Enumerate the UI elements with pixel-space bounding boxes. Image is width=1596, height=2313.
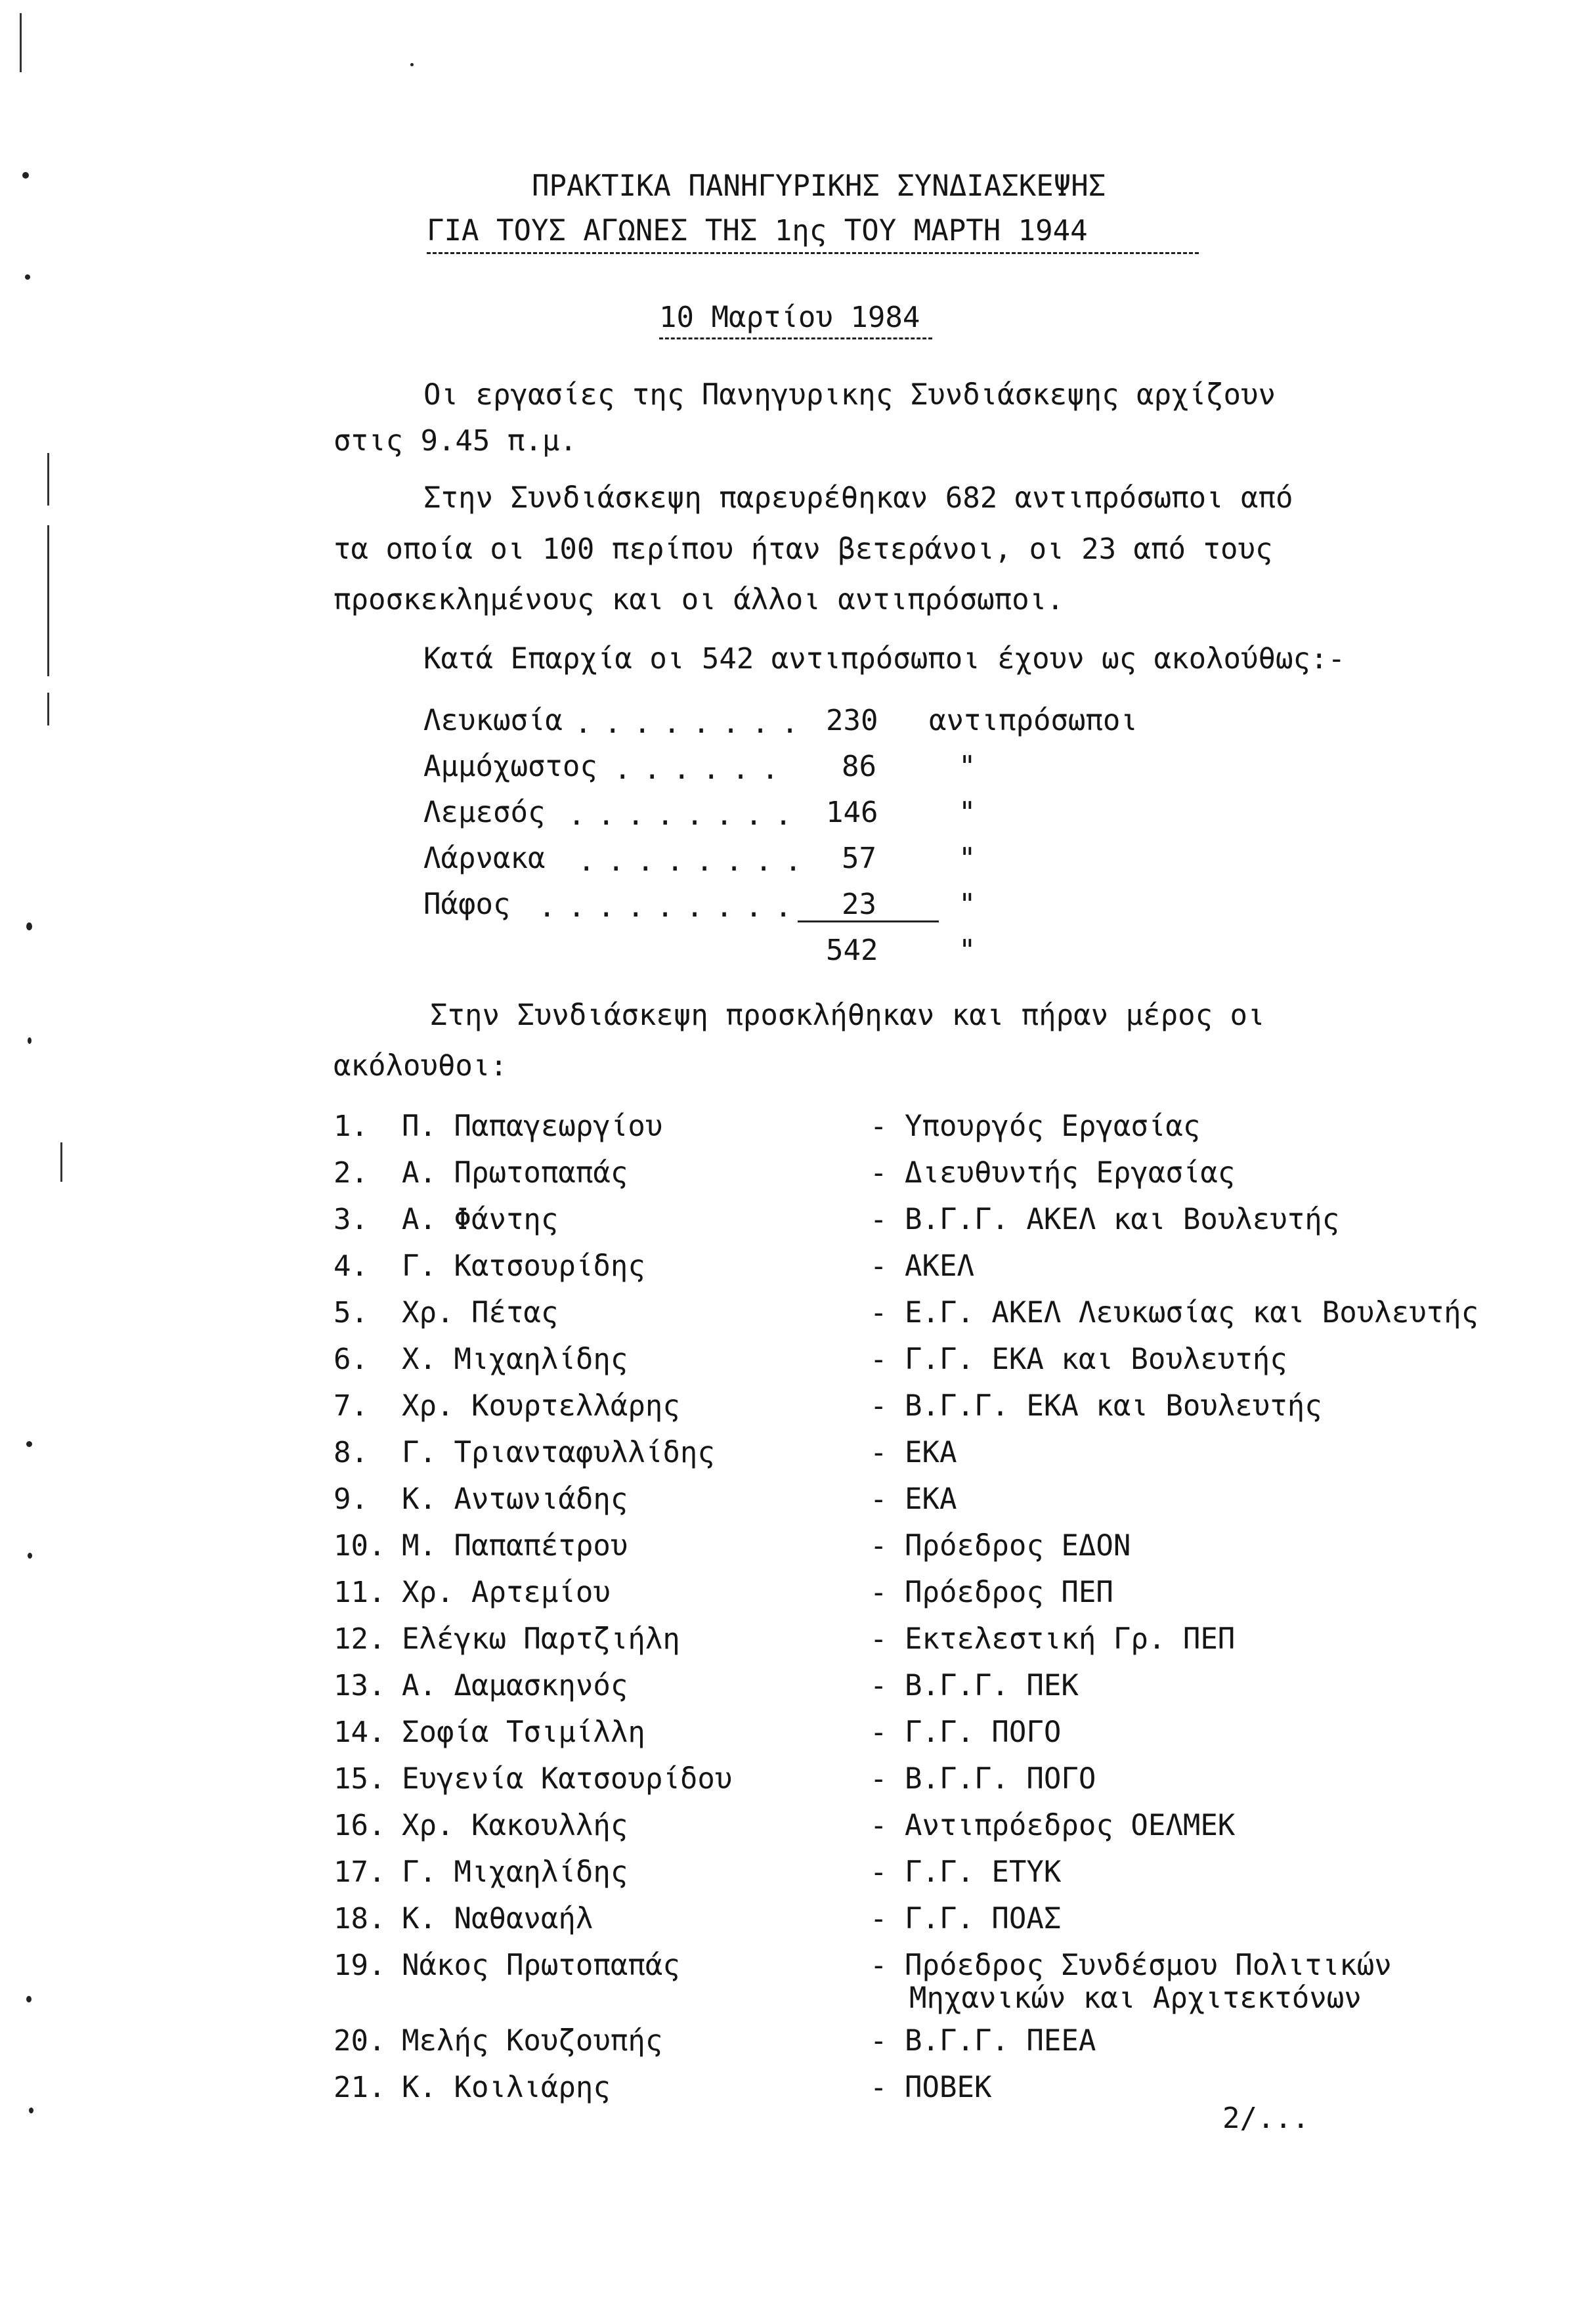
leader-dots xyxy=(614,755,798,784)
participant-number: 21. xyxy=(334,2071,386,2104)
leader-dots xyxy=(578,847,798,876)
participant-number: 8. xyxy=(334,1436,368,1469)
district-count: 23 xyxy=(842,888,876,921)
scan-margin-mark xyxy=(47,525,49,676)
participant-role: - Γ.Γ. ΠΟΓΟ xyxy=(870,1716,1062,1749)
participant-number: 13. xyxy=(334,1669,386,1702)
scan-speck xyxy=(26,922,32,930)
participant-name: Χρ. Αρτεμίου xyxy=(402,1576,611,1609)
participant-name: Χρ. Πέτας xyxy=(402,1296,559,1329)
participant-role: - ΕΚΑ xyxy=(870,1482,957,1516)
participant-name: Α. Δαμασκηνός xyxy=(402,1669,628,1702)
paragraph-attendance-line3: προσκεκλημένους και οι άλλοι αντιπρόσωποι. xyxy=(334,583,1064,616)
participant-role: - Β.Γ.Γ. ΠΕΚ xyxy=(870,1669,1079,1702)
participant-name: Ελέγκω Παρτζιήλη xyxy=(402,1622,680,1656)
participant-number: 1. xyxy=(334,1110,368,1143)
participant-number: 12. xyxy=(334,1622,386,1656)
date-underline xyxy=(659,337,932,339)
participant-role: - Β.Γ.Γ. ΠΕΕΑ xyxy=(870,2024,1096,2058)
document-title-line1: ΠΡΑΚΤΙΚΑ ΠΑΝΗΓΥΡΙΚΗΣ ΣΥΝΔΙΑΣΚΕΨΗΣ xyxy=(532,169,1106,203)
participant-role: - Ε.Γ. ΑΚΕΛ Λευκωσίας και Βουλευτής xyxy=(870,1296,1479,1329)
participant-number: 16. xyxy=(334,1809,386,1842)
district-unit: " xyxy=(959,842,976,875)
participant-name: Α. Πρωτοπαπάς xyxy=(402,1156,628,1190)
district-unit: " xyxy=(959,796,976,829)
participant-role: - Πρόεδρος Συνδέσμου Πολιτικών xyxy=(870,1949,1392,1982)
participant-role: - ΑΚΕΛ xyxy=(870,1249,974,1283)
participant-name: Κ. Αντωνιάδης xyxy=(402,1482,628,1516)
scan-speck xyxy=(26,1996,32,2002)
participant-role: - Γ.Γ. ΕΤΥΚ xyxy=(870,1855,1062,1889)
participant-number: 15. xyxy=(334,1762,386,1796)
paragraph-participants-intro-line2: ακόλουθοι: xyxy=(334,1049,507,1083)
scan-speck xyxy=(410,63,414,66)
page-continuation-marker: 2/... xyxy=(1222,2102,1310,2135)
participant-role: - Εκτελεστική Γρ. ΠΕΠ xyxy=(870,1622,1236,1656)
participant-number: 10. xyxy=(334,1529,386,1563)
participant-role: - Β.Γ.Γ. ΠΟΓΟ xyxy=(870,1762,1096,1796)
participant-number: 20. xyxy=(334,2024,386,2058)
district-total-unit: " xyxy=(959,934,976,967)
participant-name: Σοφία Τσιμίλλη xyxy=(402,1716,645,1749)
participant-role: - Β.Γ.Γ. ΑΚΕΛ και Βουλευτής xyxy=(870,1203,1340,1236)
participant-name: Γ. Τριανταφυλλίδης xyxy=(402,1436,715,1469)
participant-number: 11. xyxy=(334,1576,386,1609)
district-count: 86 xyxy=(842,750,876,783)
title-underline xyxy=(427,252,1199,254)
paragraph-start-line2: στις 9.45 π.μ. xyxy=(334,424,577,458)
participant-name: Ευγενία Κατσουρίδου xyxy=(402,1762,733,1796)
participant-number: 19. xyxy=(334,1949,386,1982)
leader-dots xyxy=(574,709,798,738)
participant-number: 18. xyxy=(334,1902,386,1935)
participant-role: - Β.Γ.Γ. ΕΚΑ και Βουλευτής xyxy=(870,1389,1322,1423)
scan-margin-mark xyxy=(60,1142,62,1182)
participant-number: 5. xyxy=(334,1296,368,1329)
district-total-count: 542 xyxy=(826,934,878,967)
participant-role: - ΕΚΑ xyxy=(870,1436,957,1469)
district-name: Λάρνακα xyxy=(423,842,546,875)
participant-number: 4. xyxy=(334,1249,368,1283)
district-name: Λεμεσός xyxy=(423,796,546,829)
participant-number: 14. xyxy=(334,1716,386,1749)
participant-name: Χ. Μιχαηλίδης xyxy=(402,1343,628,1376)
participant-number: 9. xyxy=(334,1482,368,1516)
district-name: Λευκωσία xyxy=(423,704,563,737)
participant-role: - Διευθυντής Εργασίας xyxy=(870,1156,1236,1190)
paragraph-districts-intro: Κατά Επαρχία οι 542 αντιπρόσωποι έχουν ως ακολούθως:- xyxy=(423,642,1345,676)
participant-name: Π. Παπαγεωργίου xyxy=(402,1110,663,1143)
scan-speck xyxy=(26,1441,32,1447)
participant-role: - Γ.Γ. ΠΟΑΣ xyxy=(870,1902,1062,1935)
scan-speck xyxy=(28,1037,32,1044)
participant-name: Κ. Κοιλιάρης xyxy=(402,2071,611,2104)
district-name: Πάφος xyxy=(423,888,511,921)
participant-name: Χρ. Κακουλλής xyxy=(402,1809,628,1842)
scan-speck xyxy=(22,172,29,179)
participant-role-continuation: Μηχανικών και Αρχιτεκτόνων xyxy=(909,1981,1362,2015)
scan-speck xyxy=(25,274,30,280)
participant-name: Α. Φάντης xyxy=(402,1203,559,1236)
scan-margin-mark xyxy=(47,453,49,506)
paragraph-start-line1: Οι εργασίες της Πανηγυρικης Συνδιάσκεψης αρχίζουν xyxy=(423,378,1276,412)
scan-margin-mark xyxy=(47,693,49,725)
participant-name: Νάκος Πρωτοπαπάς xyxy=(402,1949,680,1982)
participant-name: Κ. Ναθαναήλ xyxy=(402,1902,593,1935)
participant-name: Γ. Κατσουρίδης xyxy=(402,1249,645,1283)
participant-number: 17. xyxy=(334,1855,386,1889)
participant-name: Μελής Κουζουπής xyxy=(402,2024,663,2058)
paragraph-attendance-line2: τα οποία οι 100 περίπου ήταν βετεράνοι, οι 23 από τους xyxy=(334,532,1273,566)
participant-role: - Πρόεδρος ΠΕΠ xyxy=(870,1576,1113,1609)
scan-speck xyxy=(29,2108,33,2113)
document-title-line2: ΓΙΑ ΤΟΥΣ ΑΓΩΝΕΣ ΤΗΣ 1ης ΤΟΥ ΜΑΡΤΗ 1944 xyxy=(427,214,1088,248)
paragraph-participants-intro-line1: Στην Συνδιάσκεψη προσκλήθηκαν και πήραν μέρος οι xyxy=(430,999,1265,1032)
participant-number: 2. xyxy=(334,1156,368,1190)
participant-role: - Πρόεδρος ΕΔΟΝ xyxy=(870,1529,1131,1563)
participant-name: Χρ. Κουρτελλάρης xyxy=(402,1389,680,1423)
paragraph-attendance-line1: Στην Συνδιάσκεψη παρευρέθηκαν 682 αντιπρόσωποι από xyxy=(423,481,1293,515)
participant-name: Γ. Μιχαηλίδης xyxy=(402,1855,628,1889)
participant-number: 3. xyxy=(334,1203,368,1236)
district-unit: " xyxy=(959,888,976,921)
participant-role: - Αντιπρόεδρος ΟΕΛΜΕΚ xyxy=(870,1809,1236,1842)
participant-number: 6. xyxy=(334,1343,368,1376)
scan-margin-mark xyxy=(20,13,22,72)
leader-dots xyxy=(568,801,798,830)
leader-dots xyxy=(538,893,801,922)
scan-speck xyxy=(28,1553,32,1559)
participant-name: Μ. Παπαπέτρου xyxy=(402,1529,628,1563)
district-count: 57 xyxy=(842,842,876,875)
sum-underline xyxy=(798,920,939,922)
participant-role: - Γ.Γ. ΕΚΑ και Βουλευτής xyxy=(870,1343,1287,1376)
participant-number: 7. xyxy=(334,1389,368,1423)
district-count: 230 xyxy=(826,704,878,737)
district-name: Αμμόχωστος xyxy=(423,750,597,783)
participant-role: - Υπουργός Εργασίας xyxy=(870,1110,1201,1143)
participant-role: - ΠΟΒΕΚ xyxy=(870,2071,992,2104)
district-unit: αντιπρόσωποι xyxy=(929,704,1138,737)
district-count: 146 xyxy=(826,796,878,829)
district-unit: " xyxy=(959,750,976,783)
document-date: 10 Μαρτίου 1984 xyxy=(659,301,920,334)
